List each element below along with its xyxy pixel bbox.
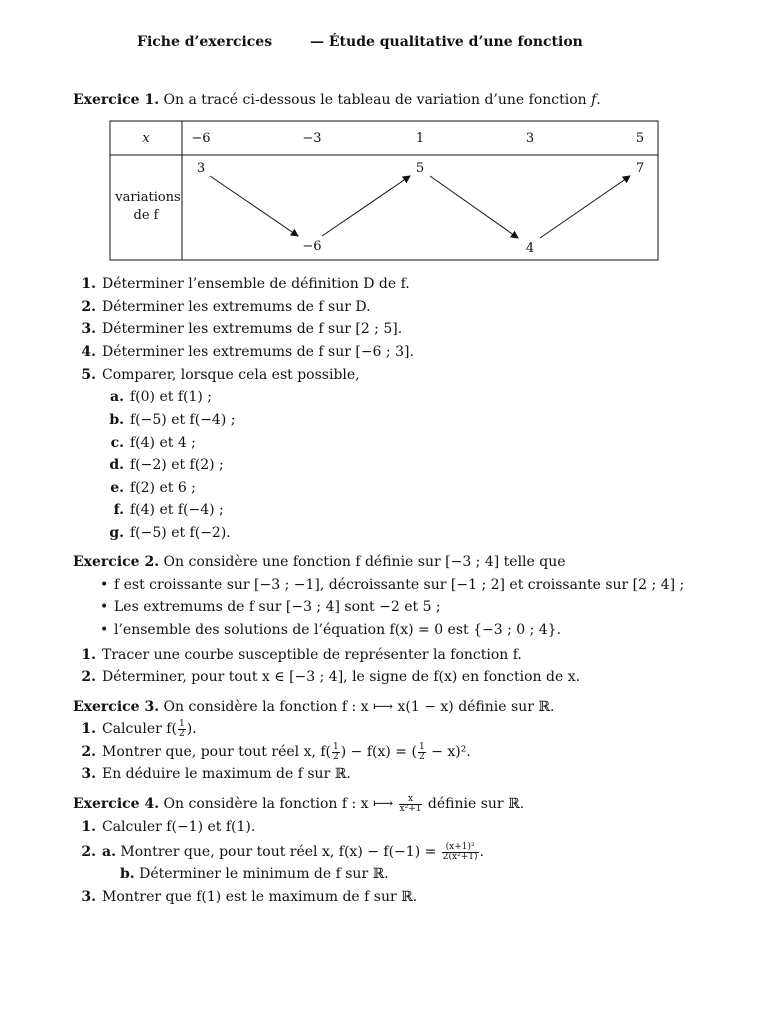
x-value-2: −3 (302, 131, 322, 146)
ex2-bullet-2: • Les extremums de f sur [−3 ; 4] sont −2 et 5 ; (100, 599, 441, 615)
ex2-question-2: 2. Déterminer, pour tout x ∈ [−3 ; 4], le signe de f(x) en fonction de x. (81, 669, 581, 685)
fraction-x-plus-1-squared: $\frac{\text{(x+1)²}}{\text{2(x²+1)}}$ (442, 841, 478, 862)
ex1-sub-c: c. f(4) et 4 ; (110, 435, 196, 451)
ex2-question-1: 1. Tracer une courbe susceptible de représenter la fonction f. (81, 647, 522, 663)
ex1-sub-g: g. f(−5) et f(−2). (109, 525, 231, 541)
ex3-question-2: 2. Montrer que, pour tout réel x, f( $\frac{1}{2}$ ) − f(x) = ( $\frac{1}{2}$ − x)². (81, 741, 471, 762)
fraction-one-half: $\frac{1}{2}$ (418, 741, 425, 762)
ex3-question-3: 3. En déduire le maximum de f sur ℝ. (81, 766, 351, 782)
exercise-4-intro-end: définie sur ℝ. (423, 796, 525, 812)
ex2-bullet-1: • f est croissante sur [−3 ; −1], décroissante sur [−1 ; 2] et croissante sur [2 ; 4] ; (100, 577, 685, 593)
f-value-5: 7 (635, 161, 645, 176)
ex4-question-3: 3. Montrer que f(1) est le maximum de f sur ℝ. (81, 889, 418, 905)
x-value-1: −6 (191, 131, 211, 146)
variation-arrow-1 (210, 176, 298, 236)
title-left: Fiche d’exercices (137, 34, 273, 50)
variation-arrow-2 (322, 176, 410, 236)
f-value-4: 4 (525, 241, 535, 256)
table-variations-label-1: variations (115, 190, 181, 205)
variation-arrow-3 (430, 176, 518, 238)
exercise-1-intro-text: On a tracé ci-dessous le tableau de variation d’une fonction (163, 92, 592, 108)
ex4-question-1: 1. Calculer f(−1) et f(1). (81, 819, 256, 835)
fraction-x-over-x2-plus-1: $\frac{x}{\text{x²+1}}$ (399, 793, 422, 814)
x-value-3: 1 (415, 131, 425, 146)
exercise-2-label: Exercice 2. (73, 554, 160, 570)
ex4-question-2b: b. Déterminer le minimum de f sur ℝ. (120, 866, 389, 882)
exercise-4-intro (73, 794, 524, 814)
variation-table (0, 115, 768, 265)
ex1-sub-d: d. f(−2) et f(2) ; (109, 457, 224, 473)
ex1-sub-e: e. f(2) et 6 ; (110, 480, 196, 496)
f-value-1: 3 (196, 161, 206, 176)
exercise-2-intro (73, 552, 566, 572)
ex1-question-2: 2. Déterminer les extremums de f sur D. (81, 299, 371, 315)
exercise-4-label: Exercice 4. (73, 796, 160, 812)
ex3-question-1: 1. Calculer f( $\frac{1}{2}$ ). (81, 718, 197, 739)
exercise-3-intro-text: On considère la fonction f : x ⟼ x(1 − x) définie sur ℝ. (163, 699, 555, 715)
table-variations-label-2: de f (133, 208, 159, 223)
fraction-one-half: $\frac{1}{2}$ (333, 741, 339, 762)
f-value-3: 5 (415, 161, 425, 176)
exercise-1-label: Exercice 1. (73, 92, 160, 108)
x-value-5: 5 (635, 131, 645, 146)
exercise-1-intro-var: f (591, 92, 597, 108)
ex1-question-1: 1. Déterminer l’ensemble de définition D de f. (81, 276, 410, 292)
ex1-sub-a: a. f(0) et f(1) ; (110, 389, 213, 405)
ex1-question-3: 3. Déterminer les extremums de f sur [2 ; 5]. (81, 321, 403, 337)
exercise-3-label: Exercice 3. (73, 699, 160, 715)
variation-arrow-4 (540, 176, 630, 238)
ex1-question-4: 4. Déterminer les extremums de f sur [−6 ; 3]. (81, 344, 414, 360)
fraction-one-half: $\frac{1}{2}$ (178, 718, 185, 739)
ex4-question-2a: 2. a. Montrer que, pour tout réel x, f(x) − f(−1) = $\frac{\text{(x+1)²}}{\text{2(x²+1)}}$ . (81, 841, 484, 862)
exercise-4-intro-text: On considère la fonction f : x ⟼ (163, 796, 398, 812)
ex2-bullet-3: • l’ensemble des solutions de l’équation f(x) = 0 est {−3 ; 0 ; 4}. (100, 622, 562, 638)
exercise-1-intro-end: . (596, 92, 601, 108)
ex1-sub-f: f. f(4) et f(−4) ; (113, 502, 224, 518)
title-right: — Étude qualitative d’une fonction (310, 34, 583, 50)
exercise-2-intro-text: On considère une fonction f définie sur [−3 ; 4] telle que (163, 554, 566, 570)
exercise-1-intro (73, 90, 601, 110)
table-x-label: x (142, 131, 150, 146)
ex1-question-5: 5. Comparer, lorsque cela est possible, (81, 367, 360, 383)
ex1-sub-b: b. f(−5) et f(−4) ; (109, 412, 236, 428)
exercise-3-intro (73, 697, 554, 717)
x-value-4: 3 (525, 131, 535, 146)
f-value-2: −6 (302, 239, 322, 254)
